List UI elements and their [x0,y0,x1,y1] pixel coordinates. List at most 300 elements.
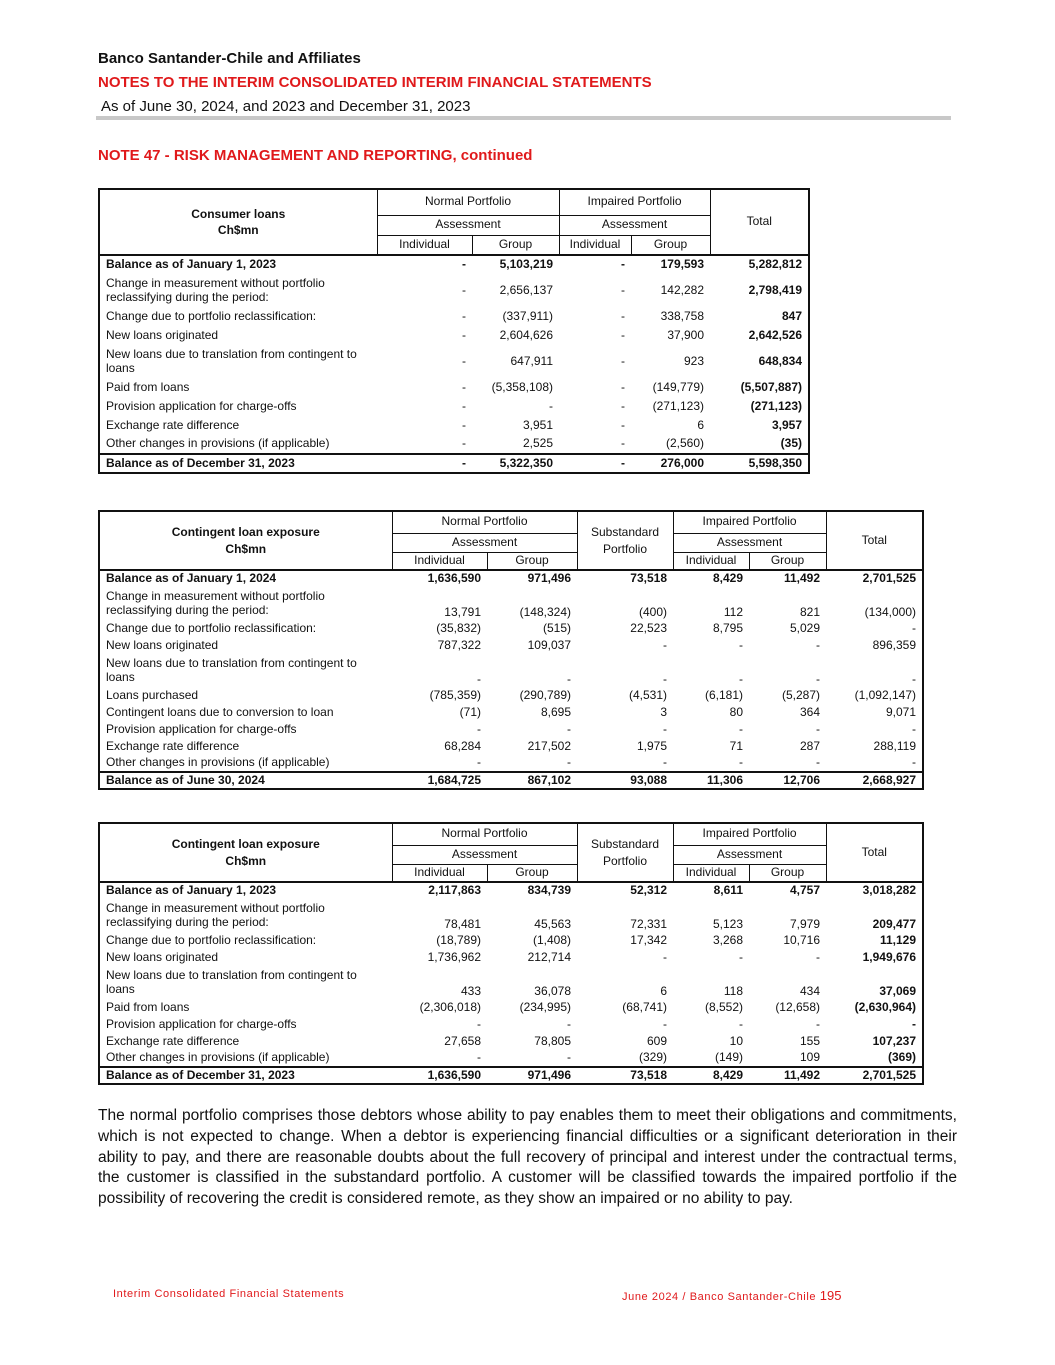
cell-value: 5,103,219 [499,257,553,272]
cell-value: 3,957 [771,417,803,432]
cell-value: 72,331 [630,917,667,932]
cell-value: - [567,721,571,736]
cell-value: (515) [542,620,571,635]
cell-value: 10,716 [783,932,821,947]
cell-value: - [739,637,743,652]
cell-value: (35) [780,436,803,451]
cell-value: - [739,755,743,770]
footer-right [622,1288,841,1303]
cell-value: (35,832) [436,620,481,635]
assessment-header: Assessment [559,215,710,235]
substandard-header-line2: Portfolio [602,853,648,868]
cell-value: 647,911 [510,353,553,368]
cell-value: 867,102 [487,772,577,789]
closing-balance-row [99,454,809,473]
cell-value: - [816,637,821,652]
cell-value: - [739,672,743,687]
row-label-line1: New loans due to translation from contingent to [106,967,357,982]
table-body [99,882,923,1084]
row-label: Change due to portfolio reclassification: [106,932,317,947]
as-of-date: As of June 30, 2024, and 2023 and December 31, 2023 [101,98,471,115]
opening-balance-row [99,255,809,274]
header-divider [96,116,951,120]
company-name: Banco Santander-Chile and Affiliates [98,50,361,67]
table-row [99,274,809,307]
cell-value: 2,604,626 [499,327,553,342]
cell-value: 109,037 [527,637,571,652]
table-row [99,738,923,755]
row-label: Balance as of January 1, 2023 [106,883,277,898]
table-row [99,637,923,654]
cell-value: - [663,1016,667,1031]
cell-value: - [567,1050,571,1065]
cell-value: 4,757 [789,883,821,898]
table-unit: Ch$mn [225,541,267,556]
cell-value: 73,518 [577,1067,673,1084]
assessment-header: Assessment [392,533,577,552]
contingent-loans-2024-table [98,510,924,790]
normal-portfolio-header: Normal Portfolio [392,823,577,845]
cell-value: 155 [799,1033,821,1048]
cell-value: (71) [459,704,481,719]
cell-value: - [912,1016,917,1031]
cell-value: 37,069 [879,984,917,999]
cell-value: 11,129 [879,932,917,947]
row-label-line1: Change in measurement without portfolio [106,900,325,915]
cell-value: 5,322,350 [472,454,559,473]
table-row [99,435,809,454]
cell-value: 1,736,962 [427,949,481,964]
row-label: Change due to portfolio reclassification: [106,620,317,635]
cell-value: 923 [683,353,705,368]
cell-value: - [739,1016,743,1031]
cell-value: - [663,672,667,687]
cell-value: (18,789) [436,932,481,947]
cell-value: 8,795 [712,620,743,635]
cell-value: 2,798,419 [748,282,803,297]
assessment-header: Assessment [673,845,826,864]
row-label: Balance as of December 31, 2023 [99,1067,392,1084]
row-label: Other changes in provisions (if applicable) [106,1050,330,1065]
cell-value: - [462,436,466,451]
table-unit: Ch$mn [225,853,267,868]
cell-value: 3,951 [522,417,553,432]
cell-value: - [816,1016,821,1031]
cell-value: 1,684,725 [392,772,487,789]
portfolio-explanation-paragraph: The normal portfolio comprises those debtors whose ability to pay enables them to meet their obligations and commitments, which is not expected to change. When a debtor is experiencing financial difficulties or a significant deterioration in their ability to pay, and there are reasonable doubts about the full recovery of principal and interest under the contractual terms, the customer is classified in the substandard portfolio. A customer will be classified towards the impaired portfolio if the possibility of recovering the credit is considered remote, as they show an impaired or no ability to pay. [98,1107,957,1208]
table-unit: Ch$mn [217,223,259,237]
opening-balance-row [99,882,923,899]
cell-value: 896,359 [872,637,917,652]
table-body [99,570,923,789]
cell-value: (5,507,887) [740,379,803,394]
total-header: Total [826,823,923,882]
table-header [99,823,923,882]
cell-value: 648,834 [758,353,803,368]
row-label: Loans purchased [106,687,199,702]
row-label: Paid from loans [106,379,190,394]
cell-value: - [377,454,472,473]
cell-value: (2,560) [665,436,705,451]
cell-value: (369) [888,1050,917,1065]
table-header [99,189,809,255]
table-header [99,511,923,570]
row-label: Change due to portfolio reclassification: [106,308,317,323]
cell-value: - [462,398,466,413]
note-title: NOTE 47 - RISK MANAGEMENT AND REPORTING, continued [98,147,533,164]
group-header: Group [749,552,826,570]
table-row [99,378,809,397]
row-label [99,587,392,620]
table-row [99,899,923,932]
cell-value: (6,181) [704,687,743,702]
cell-value: 13,791 [444,605,481,620]
cell-value: 834,739 [527,883,571,898]
contingent-loans-2023-table [98,822,924,1085]
cell-value: - [621,282,625,297]
cell-value: 12,706 [749,772,826,789]
cell-value: - [462,282,466,297]
substandard-header: Substandard [590,525,660,540]
cell-value: (1,408) [532,932,571,947]
cell-value: 1,636,590 [427,571,481,586]
footer-right-text: June 2024 / Banco Santander-Chile [622,1291,817,1303]
table-row [99,397,809,416]
cell-value: 8,429 [673,1067,749,1084]
cell-value: - [621,308,625,323]
cell-value: (2,306,018) [419,999,481,1014]
cell-value: 2,117,863 [428,883,481,898]
cell-value: 5,598,350 [710,454,809,473]
table-row [99,345,809,378]
cell-value: (8,552) [704,999,743,1014]
table-row [99,966,923,999]
row-label [99,654,392,687]
table-title: Consumer loans [191,206,286,221]
row-label: Balance as of January 1, 2023 [106,257,277,272]
cell-value: - [621,257,625,272]
normal-portfolio-header: Normal Portfolio [377,189,559,215]
cell-value: - [549,398,553,413]
group-header: Group [749,864,826,882]
table-body [99,255,809,473]
cell-value: (1,092,147) [854,687,917,702]
table-row [99,1016,923,1033]
table-row [99,999,923,1016]
cell-value: 10 [729,1033,743,1048]
individual-header: Individual [673,552,749,570]
group-header: Group [472,235,559,255]
cell-value: 1,949,676 [862,949,917,964]
cell-value: 434 [799,984,821,999]
page-number: 195 [819,1288,842,1303]
cell-value: - [621,417,625,432]
table-row [99,1033,923,1050]
cell-value: 217,502 [527,738,571,753]
table-row [99,755,923,772]
row-label: Change in measurement without portfolio reclassifying during the period: [106,275,325,304]
cell-value: 6 [697,417,705,432]
impaired-portfolio-header: Impaired Portfolio [673,823,826,845]
cell-value: 212,714 [527,949,571,964]
cell-value: (271,123) [750,398,803,413]
cell-value: - [477,1050,481,1065]
table-row [99,654,923,687]
row-label [99,899,392,932]
cell-value: 17,342 [630,932,667,947]
impaired-portfolio-header: Impaired Portfolio [559,189,710,215]
cell-value: - [663,721,667,736]
cell-value: (329) [638,1050,667,1065]
cell-value: - [912,620,917,635]
cell-value: 5,029 [789,620,821,635]
footer-left: Interim Consolidated Financial Statements [113,1288,345,1300]
cell-value: - [567,1016,571,1031]
cell-value: - [912,672,917,687]
impaired-portfolio-header: Impaired Portfolio [673,511,826,533]
cell-value: (400) [638,605,667,620]
row-label: New loans due to translation from contingent to loans [106,346,357,375]
row-label: New loans originated [106,637,219,652]
individual-header: Individual [392,552,487,570]
cell-value: 821 [799,605,821,620]
cell-value: (271,123) [652,398,705,413]
cell-value: - [621,353,625,368]
cell-value: 338,758 [660,308,705,323]
total-header: Total [826,511,923,570]
table-row [99,1050,923,1067]
individual-header: Individual [559,235,631,255]
cell-value: - [462,417,466,432]
assessment-header: Assessment [673,533,826,552]
cell-value: 364 [799,704,821,719]
row-label: Balance as of December 31, 2023 [99,454,377,473]
cell-value: 2,656,137 [499,282,553,297]
cell-value: - [816,949,821,964]
cell-value: 288,119 [873,738,917,753]
cell-value: 3,018,282 [862,883,917,898]
cell-value: - [477,755,481,770]
cell-value: 68,284 [444,738,481,753]
cell-value: (134,000) [864,605,917,620]
cell-value: 2,701,525 [826,1067,923,1084]
cell-value: - [567,672,571,687]
row-label: Exchange rate difference [106,1033,240,1048]
table-row [99,307,809,326]
cell-value: 36,078 [534,984,571,999]
cell-value: 112 [723,605,743,620]
cell-value: - [912,755,917,770]
cell-value: 22,523 [630,620,667,635]
cell-value: 78,481 [444,917,481,932]
cell-value: - [462,379,466,394]
cell-value: - [477,1016,481,1031]
cell-value: - [462,353,466,368]
cell-value: 118 [723,984,743,999]
consumer-loans-table [98,188,810,474]
cell-value: 11,306 [673,772,749,789]
normal-portfolio-header: Normal Portfolio [392,511,577,533]
row-label: Exchange rate difference [106,738,240,753]
row-label: Provision application for charge-offs [106,1016,297,1031]
cell-value: - [663,637,667,652]
cell-value: 2,525 [522,436,553,451]
substandard-header-line2: Portfolio [602,541,648,556]
row-label: Balance as of January 1, 2024 [106,571,277,586]
cell-value: 847 [781,308,803,323]
row-label-line1: Change in measurement without portfolio [106,588,325,603]
cell-value: - [462,308,466,323]
cell-value: - [621,398,625,413]
row-label: Contingent loans due to conversion to loan [106,704,334,719]
cell-value: - [477,672,481,687]
cell-value: 3,268 [712,932,743,947]
individual-header: Individual [673,864,749,882]
assessment-header: Assessment [392,845,577,864]
row-label: New loans originated [106,327,219,342]
cell-value: - [816,721,821,736]
cell-value: - [567,755,571,770]
cell-value: 433 [460,984,481,999]
cell-value: 5,123 [712,917,743,932]
notes-title: NOTES TO THE INTERIM CONSOLIDATED INTERIM FINANCIAL STATEMENTS [98,74,652,91]
cell-value: 179,593 [660,257,705,272]
row-label: Other changes in provisions (if applicable) [106,436,330,451]
cell-value: (148,324) [519,605,571,620]
closing-balance-row [99,772,923,789]
cell-value: (149) [714,1050,743,1065]
cell-value: - [816,672,821,687]
cell-value: (68,741) [622,999,667,1014]
cell-value: 11,492 [783,571,821,586]
row-label: Paid from loans [106,999,190,1014]
cell-value: - [663,949,667,964]
row-label-line2: reclassifying during the period: [106,602,269,617]
cell-value: (234,995) [519,999,571,1014]
cell-value: - [477,721,481,736]
cell-value: - [912,721,917,736]
cell-value: 142,282 [660,282,705,297]
cell-value: 8,611 [713,883,743,898]
table-row [99,587,923,620]
row-label: Balance as of June 30, 2024 [99,772,392,789]
cell-value: - [621,379,625,394]
row-label [99,966,392,999]
cell-value: 1,975 [636,738,667,753]
cell-value: - [559,454,631,473]
cell-value: 107,237 [872,1033,917,1048]
cell-value: 9,071 [885,704,917,719]
cell-value: 787,322 [437,637,481,652]
group-header: Group [631,235,710,255]
cell-value: 971,496 [487,1067,577,1084]
row-label: Provision application for charge-offs [106,398,297,413]
closing-balance-row [99,1067,923,1084]
row-label-line2: loans [106,669,135,684]
table-row [99,687,923,704]
cell-value: 11,492 [749,1067,826,1084]
cell-value: (785,359) [429,687,481,702]
cell-value: 971,496 [527,571,571,586]
cell-value: - [739,949,743,964]
row-label: Other changes in provisions (if applicable) [106,755,330,770]
cell-value: 71 [729,738,743,753]
cell-value: 2,668,927 [826,772,923,789]
row-label-line1: New loans due to translation from contingent to [106,655,357,670]
cell-value: - [816,755,821,770]
table-row [99,704,923,721]
table-title: Contingent loan exposure [171,837,320,852]
row-label-line2: loans [106,981,135,996]
cell-value: - [739,721,743,736]
cell-value: - [462,327,466,342]
cell-value: 2,642,526 [748,327,803,342]
individual-header: Individual [377,235,472,255]
table-row [99,949,923,966]
table-row [99,721,923,738]
table-title: Contingent loan exposure [171,525,320,540]
cell-value: 73,518 [630,571,667,586]
cell-value: 276,000 [631,454,710,473]
row-label: Exchange rate difference [106,417,240,432]
cell-value: 7,979 [789,917,821,932]
group-header: Group [487,864,577,882]
cell-value: 287 [799,738,821,753]
row-label: Provision application for charge-offs [106,721,297,736]
cell-value: 6 [660,984,667,999]
cell-value: 8,695 [540,704,571,719]
opening-balance-row [99,570,923,587]
cell-value: 209,477 [872,917,917,932]
cell-value: 52,312 [630,883,667,898]
table-row [99,620,923,637]
cell-value: (5,358,108) [491,379,553,394]
cell-value: - [462,257,466,272]
substandard-header: Substandard [590,837,660,852]
cell-value: 3 [660,704,667,719]
cell-value: 93,088 [577,772,673,789]
cell-value: 45,563 [534,917,571,932]
table-row [99,932,923,949]
cell-value: (4,531) [628,687,667,702]
cell-value: 109 [799,1050,821,1065]
cell-value: 609 [646,1033,667,1048]
cell-value: - [621,327,625,342]
cell-value: (12,658) [775,999,821,1014]
table-row [99,416,809,435]
cell-value: 5,282,812 [748,257,803,272]
cell-value: - [621,436,625,451]
cell-value: (337,911) [502,308,553,323]
row-label-line2: reclassifying during the period: [106,914,269,929]
cell-value: 80 [729,704,743,719]
cell-value: 78,805 [534,1033,571,1048]
row-label: New loans originated [106,949,219,964]
cell-value: (149,779) [652,379,705,394]
cell-value: (2,630,964) [854,999,917,1014]
cell-value: (5,287) [781,687,821,702]
total-header: Total [710,189,809,255]
cell-value: (290,789) [519,687,571,702]
cell-value: 27,658 [444,1033,481,1048]
cell-value: 8,429 [712,571,743,586]
cell-value: 1,636,590 [392,1067,487,1084]
cell-value: - [663,755,667,770]
assessment-header: Assessment [377,215,559,235]
table-row [99,326,809,345]
cell-value: 37,900 [667,327,705,342]
individual-header: Individual [392,864,487,882]
